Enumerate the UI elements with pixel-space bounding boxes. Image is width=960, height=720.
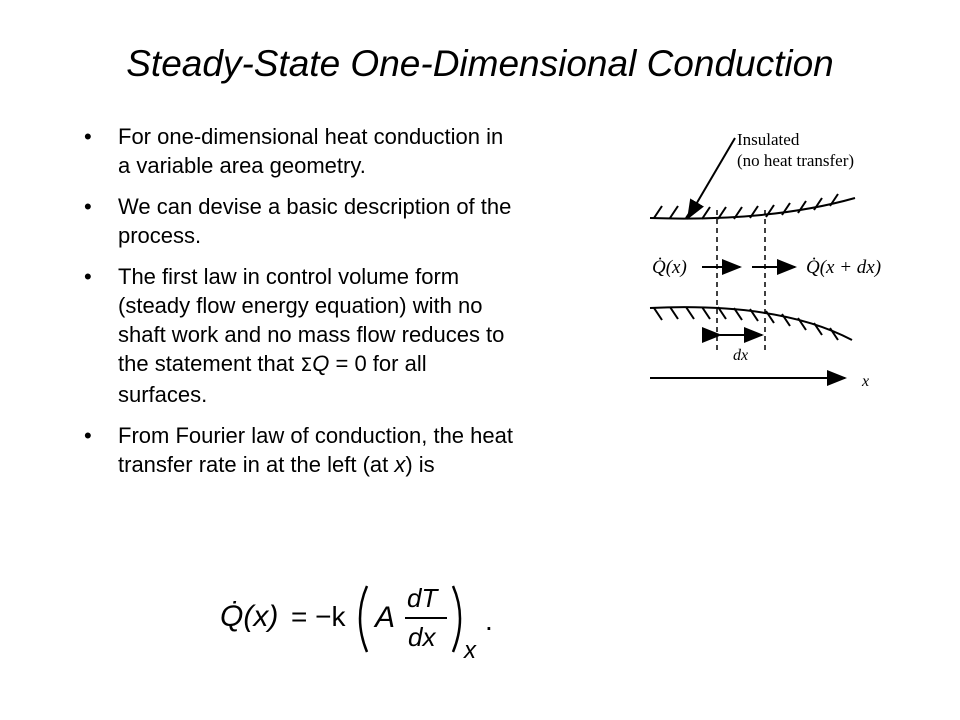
slide-title: Steady-State One-Dimensional Conduction	[126, 43, 834, 84]
equation-lhs: Q̇(x)	[220, 600, 279, 633]
bullet-item	[80, 192, 520, 250]
x-symbol: x	[394, 452, 406, 477]
bullet-text: From Fourier law of conduction, the heat transfer rate in at the left (at x) is	[118, 423, 513, 477]
bullet-marker: •	[84, 264, 92, 289]
equation-equals: = −k	[291, 601, 346, 632]
bullet-marker: •	[84, 124, 92, 149]
dx-label: dx	[733, 347, 749, 364]
bullet-item	[80, 262, 520, 409]
q-in-label: Q̇(x)	[652, 257, 687, 278]
q-symbol: Q	[312, 351, 330, 376]
q-out-label: Q̇(x + dx)	[806, 257, 882, 278]
equation-left-paren	[360, 586, 367, 652]
fourier-equation	[215, 580, 515, 660]
bullet-list	[80, 122, 520, 491]
equation-area: A	[375, 601, 396, 634]
equation-subscript: x	[464, 637, 476, 660]
bullet-marker: •	[84, 194, 92, 219]
equation-right-paren	[453, 586, 460, 652]
equation-denominator: dx	[408, 622, 436, 652]
equation-numerator: dT	[407, 583, 438, 613]
insulated-label: Insulated	[737, 130, 800, 149]
bullet-text: For one-dimensional heat conduction in a variable area geometry.	[118, 124, 504, 178]
bullet-item	[80, 421, 520, 479]
equation-period: .	[485, 605, 493, 636]
bullet-text: The first law in control volume form (steady flow energy equation) with no shaft work and no mass flow reduces to the statement that ΣQ = 0 for all surfaces.	[118, 264, 505, 407]
bullet-text: We can devise a basic description of the process.	[118, 194, 512, 248]
x-axis-label: x	[862, 373, 870, 390]
no-heat-transfer-label: (no heat transfer)	[737, 151, 855, 170]
sigma-symbol: Σ	[300, 354, 313, 376]
top-wall-hatching	[654, 194, 838, 219]
insulated-leader-arrow	[688, 138, 735, 218]
bullet-item	[80, 122, 520, 180]
bullet-marker: •	[84, 423, 92, 448]
conduction-diagram	[640, 110, 920, 410]
